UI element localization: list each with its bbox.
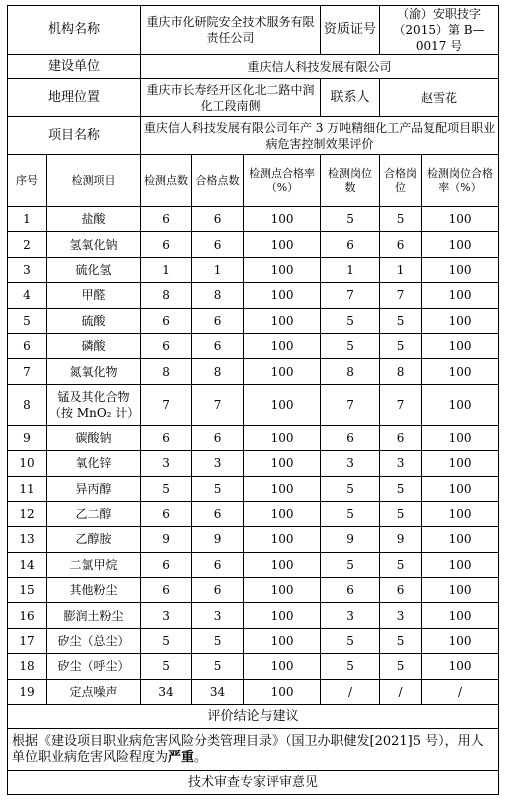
col-qualified-points: 合格点数 bbox=[192, 155, 244, 207]
cell-no: 2 bbox=[8, 232, 47, 257]
location-row bbox=[8, 79, 499, 117]
cell-no: 14 bbox=[8, 552, 47, 577]
cell-point-rate: 100 bbox=[244, 679, 321, 704]
cell-qualified-posts: 5 bbox=[380, 476, 422, 501]
cell-post-rate: 100 bbox=[422, 654, 499, 679]
cell-qualified-posts: 5 bbox=[380, 501, 422, 526]
cell-item: 氢氧化钠 bbox=[47, 232, 141, 257]
cell-qualified-posts: 7 bbox=[380, 384, 422, 425]
cell-points: 6 bbox=[141, 207, 192, 232]
cell-point-rate: 100 bbox=[244, 552, 321, 577]
cell-point-rate: 100 bbox=[244, 425, 321, 450]
cell-posts: 6 bbox=[321, 232, 380, 257]
cell-qualified-posts: 7 bbox=[380, 283, 422, 308]
table-row bbox=[8, 359, 499, 384]
cell-no: 1 bbox=[8, 207, 47, 232]
cell-post-rate: 100 bbox=[422, 232, 499, 257]
cell-point-rate: 100 bbox=[244, 527, 321, 552]
cell-point-rate: 100 bbox=[244, 628, 321, 653]
project-label: 项目名称 bbox=[8, 117, 141, 155]
cell-no: 11 bbox=[8, 476, 47, 501]
cell-points: 3 bbox=[141, 603, 192, 628]
table-row bbox=[8, 333, 499, 358]
org-label: 机构名称 bbox=[8, 6, 141, 55]
cell-no: 5 bbox=[8, 308, 47, 333]
cell-no: 18 bbox=[8, 654, 47, 679]
cell-post-rate: 100 bbox=[422, 552, 499, 577]
cell-posts: 5 bbox=[321, 501, 380, 526]
qual-value: （渝）安职技字（2015）第 B—0017 号 bbox=[380, 6, 499, 55]
table-row bbox=[8, 552, 499, 577]
cell-post-rate: 100 bbox=[422, 476, 499, 501]
cell-item: 矽尘（总尘） bbox=[47, 628, 141, 653]
table-row bbox=[8, 232, 499, 257]
cell-posts: 7 bbox=[321, 283, 380, 308]
cell-no: 7 bbox=[8, 359, 47, 384]
cell-post-rate: 100 bbox=[422, 283, 499, 308]
cell-qualified-posts: 5 bbox=[380, 207, 422, 232]
table-row bbox=[8, 527, 499, 552]
org-row bbox=[8, 6, 499, 55]
table-row bbox=[8, 283, 499, 308]
location-value: 重庆市长寿经开区化北二路中润化工段南侧 bbox=[141, 79, 321, 117]
cell-qualified-points: 5 bbox=[192, 654, 244, 679]
cell-qualified-points: 9 bbox=[192, 527, 244, 552]
cell-point-rate: 100 bbox=[244, 384, 321, 425]
cell-points: 5 bbox=[141, 628, 192, 653]
cell-point-rate: 100 bbox=[244, 603, 321, 628]
cell-point-rate: 100 bbox=[244, 578, 321, 603]
cell-item: 氧化锌 bbox=[47, 451, 141, 476]
cell-points: 5 bbox=[141, 654, 192, 679]
cell-qualified-points: 6 bbox=[192, 232, 244, 257]
conclusion-text-row bbox=[8, 729, 499, 771]
cell-posts: 1 bbox=[321, 257, 380, 282]
project-value: 重庆信人科技发展有限公司年产 3 万吨精细化工产品复配项目职业病危害控制效果评价 bbox=[141, 117, 499, 155]
cell-item: 其他粉尘 bbox=[47, 578, 141, 603]
cell-qualified-posts: 5 bbox=[380, 654, 422, 679]
cell-qualified-points: 3 bbox=[192, 451, 244, 476]
table-row bbox=[8, 425, 499, 450]
qual-label: 资质证号 bbox=[321, 6, 380, 55]
conclusion-title-row bbox=[8, 705, 499, 729]
cell-qualified-points: 6 bbox=[192, 578, 244, 603]
builder-value: 重庆信人科技发展有限公司 bbox=[141, 55, 499, 79]
cell-post-rate: 100 bbox=[422, 207, 499, 232]
table-row bbox=[8, 451, 499, 476]
builder-label: 建设单位 bbox=[8, 55, 141, 79]
cell-posts: 5 bbox=[321, 552, 380, 577]
cell-points: 8 bbox=[141, 283, 192, 308]
cell-no: 16 bbox=[8, 603, 47, 628]
cell-item: 二氯甲烷 bbox=[47, 552, 141, 577]
cell-qualified-posts: 6 bbox=[380, 232, 422, 257]
cell-item: 乙二醇 bbox=[47, 501, 141, 526]
cell-no: 6 bbox=[8, 333, 47, 358]
cell-qualified-points: 6 bbox=[192, 552, 244, 577]
cell-item: 碳酸钠 bbox=[47, 425, 141, 450]
cell-point-rate: 100 bbox=[244, 257, 321, 282]
cell-no: 9 bbox=[8, 425, 47, 450]
cell-posts: 6 bbox=[321, 578, 380, 603]
cell-qualified-posts: 9 bbox=[380, 527, 422, 552]
contact-value: 赵雪花 bbox=[380, 79, 499, 117]
cell-posts: 5 bbox=[321, 308, 380, 333]
table-row bbox=[8, 384, 499, 425]
cell-post-rate: 100 bbox=[422, 527, 499, 552]
conclusion-text-main: 根据《建设项目职业病危害风险分类管理目录》（国卫办职健发[2021]5 号），用人单位职业病危害风险程度为 bbox=[12, 733, 484, 765]
cell-posts: 3 bbox=[321, 451, 380, 476]
cell-no: 15 bbox=[8, 578, 47, 603]
cell-qualified-posts: 3 bbox=[380, 451, 422, 476]
table-row bbox=[8, 257, 499, 282]
table-row bbox=[8, 578, 499, 603]
table-row bbox=[8, 679, 499, 704]
cell-qualified-points: 6 bbox=[192, 425, 244, 450]
cell-post-rate: 100 bbox=[422, 578, 499, 603]
conclusion-text bbox=[8, 729, 499, 771]
cell-post-rate: 100 bbox=[422, 333, 499, 358]
cell-points: 6 bbox=[141, 308, 192, 333]
review-title: 技术审查专家评审意见 bbox=[8, 771, 499, 795]
cell-post-rate: 100 bbox=[422, 628, 499, 653]
cell-qualified-posts: 3 bbox=[380, 603, 422, 628]
col-no: 序号 bbox=[8, 155, 47, 207]
cell-qualified-posts: 5 bbox=[380, 308, 422, 333]
cell-point-rate: 100 bbox=[244, 501, 321, 526]
cell-item: 乙醇胺 bbox=[47, 527, 141, 552]
cell-points: 3 bbox=[141, 451, 192, 476]
cell-posts: 5 bbox=[321, 333, 380, 358]
cell-item: 甲醛 bbox=[47, 283, 141, 308]
cell-post-rate: 100 bbox=[422, 425, 499, 450]
cell-post-rate: 100 bbox=[422, 308, 499, 333]
cell-qualified-posts: / bbox=[380, 679, 422, 704]
col-item: 检测项目 bbox=[47, 155, 141, 207]
cell-points: 34 bbox=[141, 679, 192, 704]
col-points: 检测点数 bbox=[141, 155, 192, 207]
cell-no: 4 bbox=[8, 283, 47, 308]
cell-post-rate: 100 bbox=[422, 501, 499, 526]
table-row bbox=[8, 628, 499, 653]
cell-item: 盐酸 bbox=[47, 207, 141, 232]
cell-item: 锰及其化合物（按 MnO₂ 计） bbox=[47, 384, 141, 425]
cell-item: 定点噪声 bbox=[47, 679, 141, 704]
cell-item: 硫化氢 bbox=[47, 257, 141, 282]
cell-point-rate: 100 bbox=[244, 283, 321, 308]
cell-qualified-posts: 5 bbox=[380, 628, 422, 653]
cell-qualified-points: 7 bbox=[192, 384, 244, 425]
col-posts: 检测岗位数 bbox=[321, 155, 380, 207]
project-row bbox=[8, 117, 499, 155]
cell-item: 磷酸 bbox=[47, 333, 141, 358]
cell-no: 12 bbox=[8, 501, 47, 526]
cell-qualified-posts: 1 bbox=[380, 257, 422, 282]
cell-item: 硫酸 bbox=[47, 308, 141, 333]
cell-points: 7 bbox=[141, 384, 192, 425]
cell-no: 19 bbox=[8, 679, 47, 704]
table-row bbox=[8, 207, 499, 232]
cell-posts: 5 bbox=[321, 207, 380, 232]
cell-posts: 7 bbox=[321, 384, 380, 425]
cell-qualified-posts: 6 bbox=[380, 578, 422, 603]
cell-points: 6 bbox=[141, 552, 192, 577]
cell-points: 6 bbox=[141, 333, 192, 358]
cell-point-rate: 100 bbox=[244, 359, 321, 384]
cell-no: 17 bbox=[8, 628, 47, 653]
cell-post-rate: / bbox=[422, 679, 499, 704]
table-row bbox=[8, 603, 499, 628]
cell-qualified-points: 5 bbox=[192, 476, 244, 501]
cell-posts: 5 bbox=[321, 628, 380, 653]
col-qualified-posts: 合格岗位 bbox=[380, 155, 422, 207]
col-post-rate: 检测岗位合格率（%） bbox=[422, 155, 499, 207]
cell-points: 8 bbox=[141, 359, 192, 384]
cell-points: 9 bbox=[141, 527, 192, 552]
cell-point-rate: 100 bbox=[244, 333, 321, 358]
cell-item: 氮氧化物 bbox=[47, 359, 141, 384]
table-row bbox=[8, 501, 499, 526]
cell-qualified-points: 6 bbox=[192, 207, 244, 232]
cell-point-rate: 100 bbox=[244, 654, 321, 679]
cell-posts: 3 bbox=[321, 603, 380, 628]
cell-qualified-points: 1 bbox=[192, 257, 244, 282]
cell-post-rate: 100 bbox=[422, 603, 499, 628]
cell-post-rate: 100 bbox=[422, 257, 499, 282]
contact-label: 联系人 bbox=[321, 79, 380, 117]
org-value: 重庆市化研院安全技术服务有限责任公司 bbox=[141, 6, 321, 55]
cell-post-rate: 100 bbox=[422, 359, 499, 384]
cell-points: 5 bbox=[141, 476, 192, 501]
cell-point-rate: 100 bbox=[244, 308, 321, 333]
table-row bbox=[8, 476, 499, 501]
evaluation-table bbox=[7, 5, 499, 795]
cell-posts: 9 bbox=[321, 527, 380, 552]
cell-post-rate: 100 bbox=[422, 384, 499, 425]
cell-point-rate: 100 bbox=[244, 451, 321, 476]
cell-point-rate: 100 bbox=[244, 207, 321, 232]
cell-no: 3 bbox=[8, 257, 47, 282]
cell-qualified-posts: 6 bbox=[380, 425, 422, 450]
cell-qualified-points: 34 bbox=[192, 679, 244, 704]
cell-no: 8 bbox=[8, 384, 47, 425]
cell-post-rate: 100 bbox=[422, 451, 499, 476]
cell-points: 6 bbox=[141, 578, 192, 603]
cell-qualified-points: 6 bbox=[192, 501, 244, 526]
review-title-row bbox=[8, 771, 499, 795]
cell-qualified-points: 8 bbox=[192, 359, 244, 384]
cell-points: 1 bbox=[141, 257, 192, 282]
cell-qualified-points: 6 bbox=[192, 333, 244, 358]
cell-posts: 8 bbox=[321, 359, 380, 384]
cell-item: 异丙醇 bbox=[47, 476, 141, 501]
conclusion-text-end: 。 bbox=[194, 749, 208, 765]
table-row bbox=[8, 654, 499, 679]
location-label: 地理位置 bbox=[8, 79, 141, 117]
column-header-row bbox=[8, 155, 499, 207]
cell-qualified-points: 8 bbox=[192, 283, 244, 308]
cell-qualified-points: 6 bbox=[192, 308, 244, 333]
cell-points: 6 bbox=[141, 501, 192, 526]
cell-qualified-posts: 5 bbox=[380, 552, 422, 577]
cell-qualified-points: 3 bbox=[192, 603, 244, 628]
cell-points: 6 bbox=[141, 425, 192, 450]
cell-qualified-posts: 5 bbox=[380, 333, 422, 358]
cell-no: 10 bbox=[8, 451, 47, 476]
cell-qualified-points: 5 bbox=[192, 628, 244, 653]
cell-posts: 5 bbox=[321, 654, 380, 679]
cell-item: 矽尘（呼尘） bbox=[47, 654, 141, 679]
table-body bbox=[8, 6, 499, 795]
cell-posts: 6 bbox=[321, 425, 380, 450]
cell-posts: 5 bbox=[321, 476, 380, 501]
builder-row bbox=[8, 55, 499, 79]
cell-points: 6 bbox=[141, 232, 192, 257]
col-point-rate: 检测点合格率（%） bbox=[244, 155, 321, 207]
cell-point-rate: 100 bbox=[244, 476, 321, 501]
cell-item: 膨润土粉尘 bbox=[47, 603, 141, 628]
conclusion-title: 评价结论与建议 bbox=[8, 705, 499, 729]
cell-no: 13 bbox=[8, 527, 47, 552]
table-row bbox=[8, 308, 499, 333]
cell-point-rate: 100 bbox=[244, 232, 321, 257]
risk-level: 严重 bbox=[168, 749, 195, 765]
cell-qualified-posts: 8 bbox=[380, 359, 422, 384]
cell-posts: / bbox=[321, 679, 380, 704]
